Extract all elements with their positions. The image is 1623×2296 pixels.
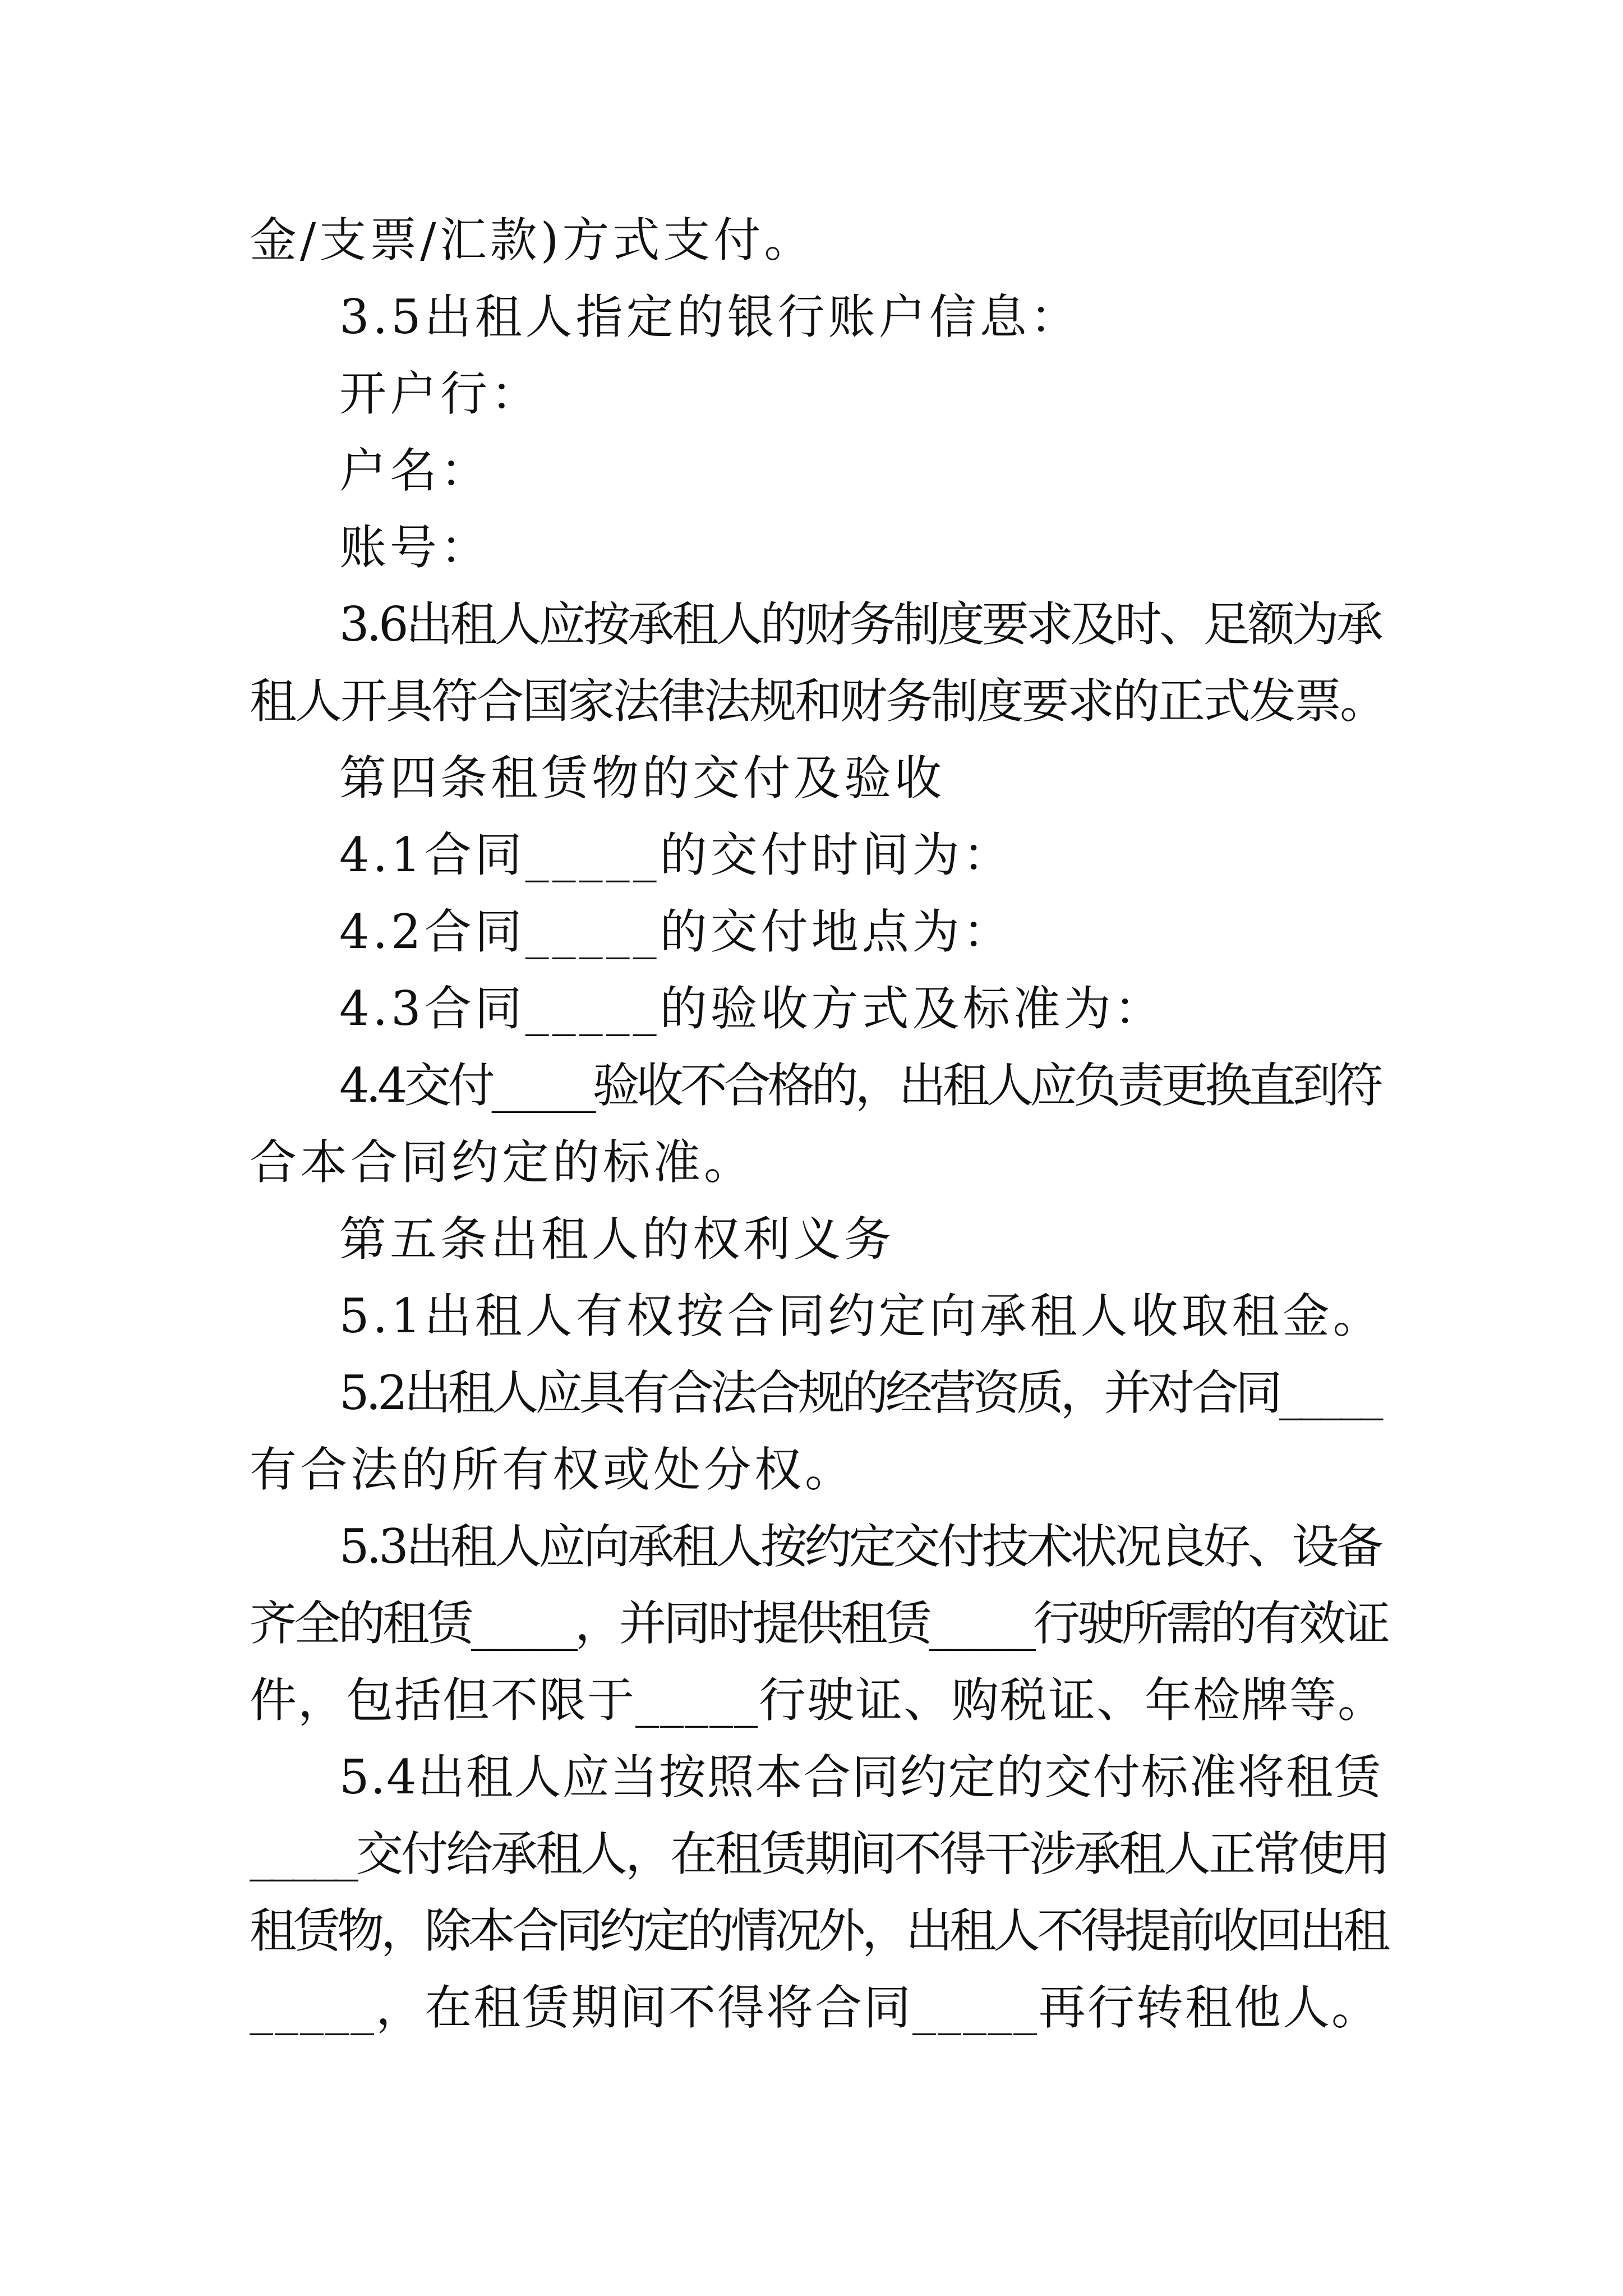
section-heading: 第五条出租人的权利义务	[339, 1212, 895, 1267]
text-line: 租人开具符合国家法律法规和财务制度要求的正式发票。	[250, 674, 1386, 729]
text-line: 金/支票/汇款)方式支付。	[250, 213, 815, 268]
text-line: _____交付给承租人，在租赁期间不得干涉承租人正常使用	[250, 1826, 1389, 1881]
text-line: _____，在租赁期间不得将合同_____再行转租他人。	[250, 1980, 1381, 2035]
text-line: 3.6出租人应按承租人的财务制度要求及时、足额为承	[339, 597, 1381, 652]
text-line: 合本合同约定的标准。	[250, 1135, 755, 1190]
text-line: 租赁物，除本合同约定的情况外，出租人不得提前收回出租	[250, 1903, 1387, 1958]
text-line: 开户行：	[339, 366, 542, 421]
text-line: 5.3出租人应向承租人按约定交付技术状况良好、设备	[339, 1519, 1381, 1574]
text-line: 4.2合同_____的交付地点为：	[339, 904, 1013, 959]
text-line: 户名：	[339, 443, 491, 498]
section-heading: 第四条租赁物的交付及验收	[339, 751, 946, 806]
text-line: 账号：	[339, 520, 491, 575]
text-line: 5.4出租人应当按照本合同约定的交付标准将租赁	[339, 1750, 1382, 1805]
text-line: 有合法的所有权或处分权。	[250, 1442, 856, 1497]
text-line: 5.1出租人有权按合同约定向承租人收取租金。	[339, 1289, 1384, 1343]
text-line: 5.2出租人应具有合法合规的经营资质，并对合同_____	[339, 1365, 1380, 1420]
text-line: 件，包括但不限于_____行驶证、购税证、年检牌等。	[250, 1673, 1386, 1728]
text-line: 4.1合同_____的交付时间为：	[339, 827, 1013, 882]
text-line: 4.3合同_____的验收方式及标准为：	[339, 981, 1165, 1036]
document-body	[250, 202, 1391, 2046]
text-line: 4.4交付_____验收不合格的，出租人应负责更换直到符	[339, 1058, 1380, 1113]
text-line: 3.5出租人指定的银行账户信息：	[339, 289, 1081, 344]
text-line: 齐全的租赁_____，并同时提供租赁_____行驶所需的有效证	[250, 1596, 1388, 1651]
